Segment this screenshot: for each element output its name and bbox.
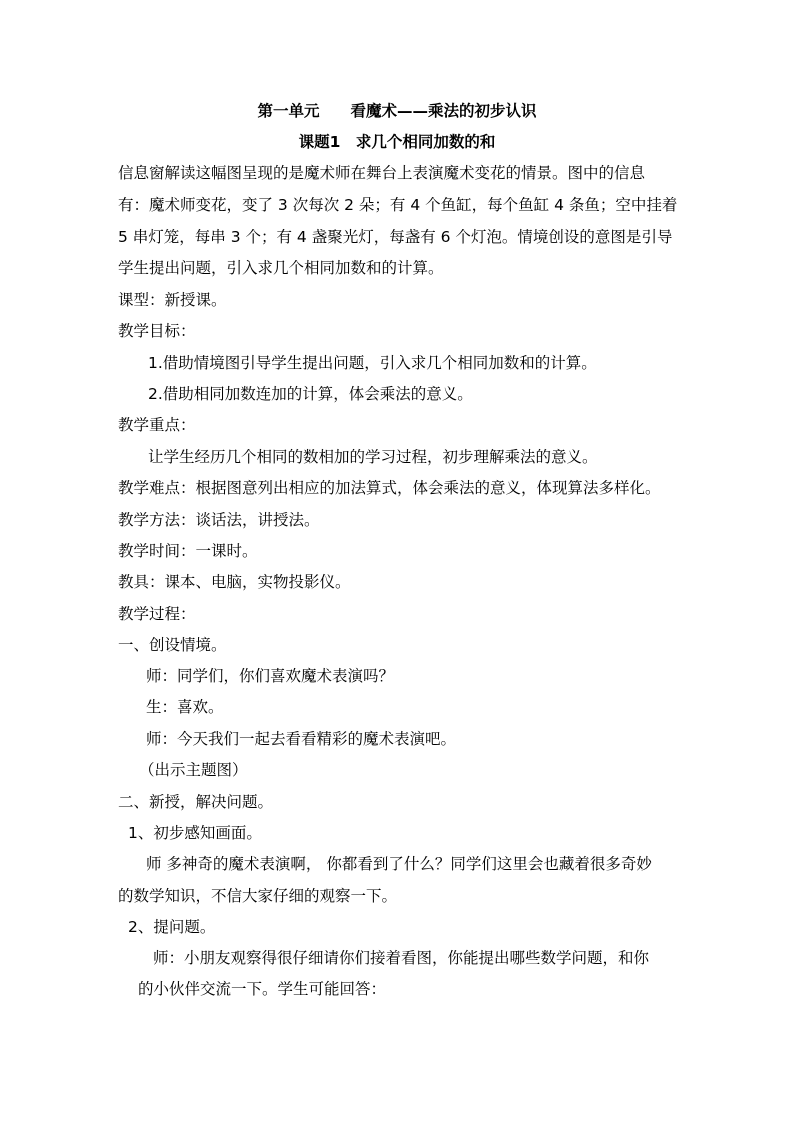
dialogue-line-4: （出示主题图） (139, 761, 248, 779)
info-paragraph-line3: 5 串灯笼，每串 3 个；有 4 盏聚光灯，每盏有 6 个灯泡。情境创设的意图是引导 (118, 228, 673, 246)
dialogue-line-3: 师：今天我们一起去看看精彩的魔术表演吧。 (146, 730, 457, 748)
course-type: 课型：新授课。 (118, 291, 227, 309)
step-2-text-line2: 的小伙伴交流一下。学生可能回答： (138, 980, 387, 998)
info-text-line1: 这幅图呈现的是魔术师在舞台上表演魔术变花的情景。图中的信息 (195, 164, 646, 182)
step-1-text-line2: 的数学知识，不信大家仔细的观察一下。 (118, 887, 398, 905)
goal-item-2: 2.借助相同加数连加的计算，体会乘法的意义。 (148, 385, 473, 403)
goal-item-1: 1.借助情境图引导学生提出问题，引入求几个相同加数和的计算。 (148, 354, 597, 372)
step-2-heading: 2、提问题。 (128, 918, 216, 936)
section-2-heading: 二、新授，解决问题。 (118, 793, 274, 811)
difficulty: 教学难点：根据图意列出相应的加法算式，体会乘法的意义，体现算法多样化。 (118, 479, 661, 497)
teaching-tools: 教具：课本、电脑，实物投影仪。 (118, 573, 351, 591)
step-1-text-line1: 师 多神奇的魔术表演啊， 你都看到了什么？同学们这里会也藏着很多奇妙 (146, 855, 652, 873)
step-1-heading: 1、初步感知画面。 (128, 824, 262, 842)
section-1-heading: 一、创设情境。 (118, 636, 227, 654)
teaching-method: 教学方法：谈话法，讲授法。 (118, 511, 320, 529)
goals-label: 教学目标： (118, 322, 196, 340)
info-label: 信息窗解读 (118, 164, 196, 182)
dialogue-line-2: 生：喜欢。 (146, 698, 224, 716)
key-points-text: 让学生经历几个相同的数相加的学习过程，初步理解乘法的意义。 (148, 448, 598, 466)
teaching-time: 教学时间：一课时。 (118, 542, 258, 560)
step-2-text-line1: 师：小朋友观察得很仔细请你们接着看图，你能提出哪些数学问题，和你 (153, 949, 650, 967)
info-paragraph-line2: 有：魔术师变花，变了 3 次每次 2 朵；有 4 个鱼缸，每个鱼缸 4 条鱼；空中挂着 (118, 196, 678, 214)
process-label: 教学过程： (118, 605, 196, 623)
info-paragraph-line4: 学生提出问题，引入求几个相同加数和的计算。 (118, 259, 444, 277)
key-points-label: 教学重点： (118, 416, 196, 434)
unit-title: 第一单元 看魔术——乘法的初步认识 (257, 102, 537, 120)
dialogue-line-1: 师：同学们，你们喜欢魔术表演吗？ (146, 667, 395, 685)
info-paragraph-line1 (118, 163, 645, 183)
lesson-subtitle: 课题1 求几个相同加数的和 (298, 133, 496, 151)
